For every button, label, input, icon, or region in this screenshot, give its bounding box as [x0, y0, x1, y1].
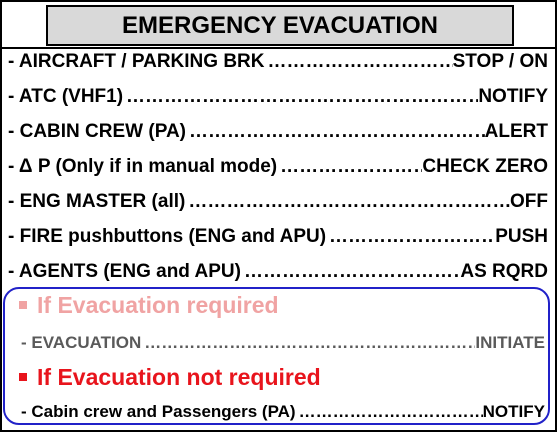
leader-dots	[277, 155, 422, 179]
leader-dots	[296, 401, 483, 423]
row-item: - Δ P (Only if in manual mode)	[8, 156, 278, 177]
condition-heading-required	[19, 291, 279, 319]
row-action: PUSH	[495, 226, 548, 247]
row-item: - EVACUATION	[21, 333, 142, 352]
square-bullet-icon	[19, 373, 27, 381]
checklist-title: EMERGENCY EVACUATION	[46, 5, 514, 46]
row-item: - CABIN CREW (PA)	[8, 121, 187, 142]
condition-heading-text: If Evacuation required	[37, 292, 279, 318]
row-action: ALERT	[484, 121, 548, 142]
condition-heading-not-required	[19, 363, 321, 391]
row-action: STOP / ON	[452, 51, 548, 72]
checklist-row-delta-p	[8, 155, 548, 179]
checklist-row-agents	[8, 260, 548, 284]
conditional-box	[3, 287, 550, 425]
leader-dots	[185, 190, 510, 214]
leader-dots	[141, 332, 475, 354]
leader-dots	[264, 50, 452, 74]
leader-dots	[326, 225, 495, 249]
leader-dots	[123, 85, 478, 109]
row-item: - FIRE pushbuttons (ENG and APU)	[8, 226, 327, 247]
row-item: - AIRCRAFT / PARKING BRK	[8, 51, 265, 72]
row-action: AS RQRD	[460, 261, 548, 282]
square-bullet-icon	[19, 301, 27, 309]
row-action: NOTIFY	[478, 86, 548, 107]
leader-dots	[186, 120, 485, 144]
row-action: CHECK ZERO	[422, 156, 548, 177]
checklist-row-atc	[8, 85, 548, 109]
leader-dots	[241, 260, 460, 284]
title-divider	[2, 47, 555, 49]
checklist-row-eng-master	[8, 190, 548, 214]
condition-row-evacuation	[21, 332, 545, 354]
condition-row-notify	[21, 401, 545, 423]
condition-heading-text: If Evacuation not required	[37, 364, 321, 390]
row-item: - ATC (VHF1)	[8, 86, 124, 107]
row-action: NOTIFY	[482, 402, 545, 421]
row-item: - AGENTS (ENG and APU)	[8, 261, 241, 282]
row-action: OFF	[510, 191, 548, 212]
row-item: - Cabin crew and Passengers (PA)	[21, 402, 296, 421]
row-item: - ENG MASTER (all)	[8, 191, 186, 212]
checklist-row-cabin-crew	[8, 120, 548, 144]
checklist-row-fire-pushbuttons	[8, 225, 548, 249]
checklist-row-aircraft	[8, 50, 548, 74]
row-action: INITIATE	[475, 333, 545, 352]
